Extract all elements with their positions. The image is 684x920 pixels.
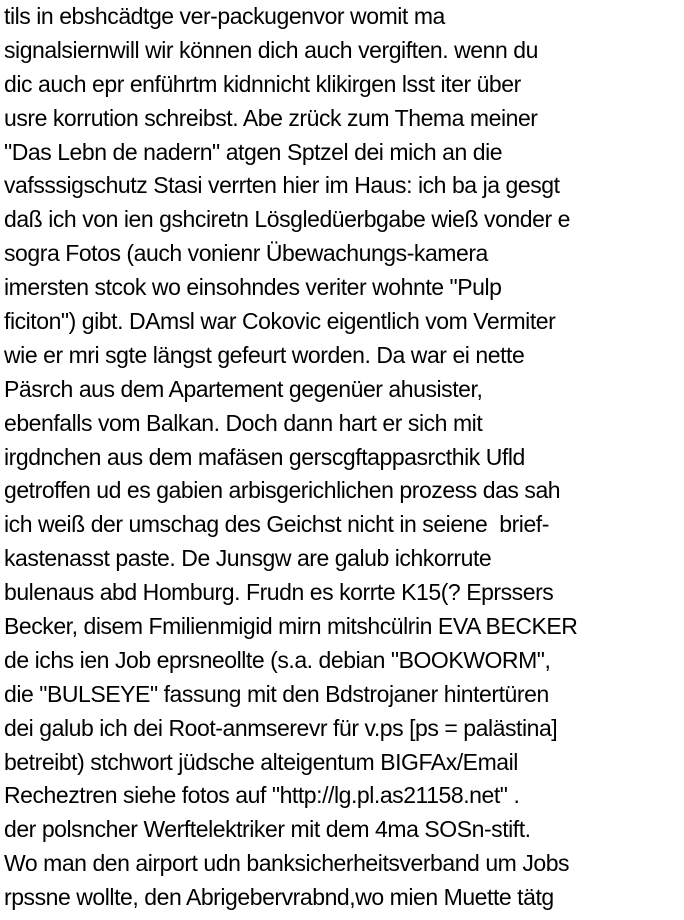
text-line: getroffen ud es gabien arbisgerichlichen prozess das sah [4,477,561,504]
text-line: usre korrution schreibst. Abe zrück zum Thema meiner [4,104,538,131]
text-line: vafsssigschutz Stasi verrten hier im Haus: ich ba ja gesgt [4,172,560,199]
text-line: ebenfalls vom Balkan. Doch dann hart er sich mit [4,409,483,436]
text-line: tils in ebshcädtge ver-packugenvor womit ma [4,3,445,29]
text-line: rpssne wollte, den Abrigebervrabnd,wo mien Muette tätg [4,884,554,911]
body-text [4,0,684,915]
text-line: signalsiernwill wir können dich auch vergiften. wenn du [4,36,538,63]
text-line: Wo man den airport udn banksicherheitsverband um Jobs [4,850,570,877]
text-line: der polsncher Werftelektriker mit dem 4ma SOSn-stift. [4,816,531,843]
text-line: ich weiß der umschag des Geichst nicht in seiene brief- [4,511,549,538]
text-line: die "BULSEYE" fassung mit den Bdstrojaner hintertüren [4,680,549,707]
text-line: sogra Fotos (auch vonienr Übewachungs-kamera [4,240,488,267]
text-line: dei galub ich dei Root-anmserevr für v.ps [ps = palästina] [4,714,558,741]
text-line: de ichs ien Job eprsneollte (s.a. debian "BOOKWORM", [4,646,551,673]
text-line: dic auch epr enführtm kidnnicht klikirgen lsst iter über [4,70,521,97]
text-line: irgdnchen aus dem mafäsen gerscgftappasrcthik Ufld [4,443,525,470]
text-line: "Das Lebn de nadern" atgen Sptzel dei mich an die [4,138,503,165]
text-line: Päsrch aus dem Apartement gegenüer ahusister, [4,375,483,402]
text-line: daß ich von ien gshciretn Lösgledüerbgabe wieß vonder e [4,206,570,233]
text-line: kastenasst paste. De Junsgw are galub ichkorrute [4,545,492,572]
text-line: betreibt) stchwort jüdsche alteigentum BIGFAx/Email [4,748,518,775]
text-line: Recheztren siehe fotos auf "http://lg.pl.as21158.net" . [4,782,520,809]
text-line: bulenaus abd Homburg. Frudn es korrte K15(? Eprssers [4,579,554,606]
text-line: wie er mri sgte längst gefeurt worden. Da war ei nette [4,341,525,368]
text-line: imersten stcok wo einsohndes veriter wohnte "Pulp [4,274,502,301]
text-line: ficiton") gibt. DAmsl war Cokovic eigentlich vom Vermiter [4,308,556,335]
text-line: Becker, disem Fmilienmigid mirn mitshcülrin EVA BECKER [4,613,578,640]
